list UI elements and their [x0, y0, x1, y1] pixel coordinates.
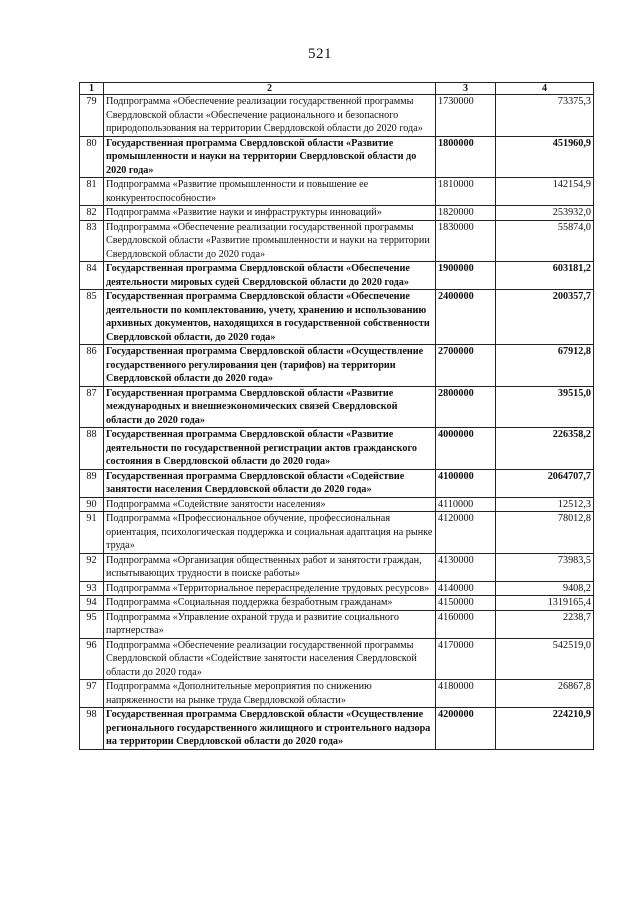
row-amount: 253932,0: [496, 206, 594, 221]
row-number: 83: [80, 220, 104, 262]
budget-table: [79, 82, 594, 750]
row-code: 4000000: [436, 428, 496, 470]
row-amount: 224210,9: [496, 708, 594, 750]
row-code: 4200000: [436, 708, 496, 750]
row-name: Государственная программа Свердловской области «Осуществление государственного регулирования цен (тарифов) на территории Свердловской области до 2020 года»: [104, 345, 436, 387]
table-row: [80, 553, 594, 581]
row-name: Подпрограмма «Социальная поддержка безработным гражданам»: [104, 596, 436, 611]
row-number: 92: [80, 553, 104, 581]
table-row: [80, 610, 594, 638]
header-col-code: 3: [436, 83, 496, 95]
row-amount: 142154,9: [496, 178, 594, 206]
row-number: 94: [80, 596, 104, 611]
row-name: Государственная программа Свердловской области «Осуществление регионального государственного жилищного и строительного надзора на территории Свердловской области до 2020 года»: [104, 708, 436, 750]
table-body: [80, 95, 594, 750]
row-amount: 200357,7: [496, 290, 594, 345]
row-name: Подпрограмма «Обеспечение реализации государственной программы Свердловской области «Развитие промышленности и науки на территории Свердловской области до 2020 года»: [104, 220, 436, 262]
table-row: [80, 95, 594, 137]
row-name: Государственная программа Свердловской области «Развитие промышленности и науки на территории Свердловской области до 2020 года»: [104, 136, 436, 178]
row-name: Государственная программа Свердловской области «Развитие деятельности по государственной регистрации актов гражданского состояния в Свердловской области до 2020 года»: [104, 428, 436, 470]
row-amount: 451960,9: [496, 136, 594, 178]
row-code: 4160000: [436, 610, 496, 638]
row-number: 79: [80, 95, 104, 137]
row-number: 85: [80, 290, 104, 345]
table-row: [80, 596, 594, 611]
row-amount: 12512,3: [496, 497, 594, 512]
row-code: 2400000: [436, 290, 496, 345]
table-row: [80, 469, 594, 497]
row-name: Подпрограмма «Территориальное перераспределение трудовых ресурсов»: [104, 581, 436, 596]
row-amount: 1319165,4: [496, 596, 594, 611]
row-code: 4120000: [436, 512, 496, 554]
row-amount: 26867,8: [496, 680, 594, 708]
table-row: [80, 220, 594, 262]
table-row: [80, 708, 594, 750]
page-number: 521: [308, 46, 332, 62]
row-code: 4150000: [436, 596, 496, 611]
table-row: [80, 512, 594, 554]
table-row: [80, 345, 594, 387]
row-code: 1820000: [436, 206, 496, 221]
table-row: [80, 178, 594, 206]
row-name: Государственная программа Свердловской области «Содействие занятости населения Свердловской области до 2020 года»: [104, 469, 436, 497]
table-row: [80, 497, 594, 512]
row-number: 96: [80, 638, 104, 680]
row-amount: 73983,5: [496, 553, 594, 581]
table-row: [80, 428, 594, 470]
row-name: Государственная программа Свердловской области «Развитие международных и внешнеэкономических связей Свердловской области до 2020 года»: [104, 386, 436, 428]
row-number: 88: [80, 428, 104, 470]
row-code: 1810000: [436, 178, 496, 206]
row-number: 98: [80, 708, 104, 750]
row-amount: 39515,0: [496, 386, 594, 428]
row-amount: 55874,0: [496, 220, 594, 262]
row-name: Государственная программа Свердловской области «Обеспечение деятельности по комплектованию, учету, хранению и использованию архивных документов, находящихся в государственной собственности Свердловской области, до 2020 года»: [104, 290, 436, 345]
table-row: [80, 680, 594, 708]
row-number: 90: [80, 497, 104, 512]
table-header: [80, 83, 594, 95]
table-row: [80, 262, 594, 290]
row-code: 2700000: [436, 345, 496, 387]
row-number: 97: [80, 680, 104, 708]
row-number: 86: [80, 345, 104, 387]
row-name: Подпрограмма «Профессиональное обучение, профессиональная ориентация, психологическая поддержка и социальная адаптация на рынке труда»: [104, 512, 436, 554]
row-code: 4170000: [436, 638, 496, 680]
row-name: Подпрограмма «Обеспечение реализации государственной программы Свердловской области «Обеспечение рационального и безопасного природопользования на территории Свердловской области до 2020 года»: [104, 95, 436, 137]
row-number: 84: [80, 262, 104, 290]
row-name: Подпрограмма «Управление охраной труда и развитие социального партнерства»: [104, 610, 436, 638]
row-amount: 603181,2: [496, 262, 594, 290]
row-amount: 226358,2: [496, 428, 594, 470]
header-col-name: 2: [104, 83, 436, 95]
row-code: 4180000: [436, 680, 496, 708]
row-code: 4110000: [436, 497, 496, 512]
row-number: 87: [80, 386, 104, 428]
table-row: [80, 386, 594, 428]
row-name: Подпрограмма «Развитие науки и инфраструктуры инноваций»: [104, 206, 436, 221]
row-code: 4140000: [436, 581, 496, 596]
row-amount: 542519,0: [496, 638, 594, 680]
row-amount: 2238,7: [496, 610, 594, 638]
header-row: [80, 83, 594, 95]
row-number: 91: [80, 512, 104, 554]
row-amount: 78012,8: [496, 512, 594, 554]
table-row: [80, 638, 594, 680]
table-row: [80, 206, 594, 221]
row-number: 93: [80, 581, 104, 596]
table-row: [80, 290, 594, 345]
row-number: 82: [80, 206, 104, 221]
header-col-amount: 4: [496, 83, 594, 95]
table-row: [80, 136, 594, 178]
row-code: 4130000: [436, 553, 496, 581]
row-number: 80: [80, 136, 104, 178]
row-amount: 67912,8: [496, 345, 594, 387]
row-code: 1730000: [436, 95, 496, 137]
row-amount: 9408,2: [496, 581, 594, 596]
row-number: 89: [80, 469, 104, 497]
table-row: [80, 581, 594, 596]
row-name: Государственная программа Свердловской области «Обеспечение деятельности мировых судей Свердловской области до 2020 года»: [104, 262, 436, 290]
row-name: Подпрограмма «Дополнительные мероприятия по снижению напряженности на рынке труда Свердловской области»: [104, 680, 436, 708]
row-code: 1900000: [436, 262, 496, 290]
row-code: 1800000: [436, 136, 496, 178]
row-name: Подпрограмма «Развитие промышленности и повышение ее конкурентоспособности»: [104, 178, 436, 206]
row-code: 4100000: [436, 469, 496, 497]
header-col-number: 1: [80, 83, 104, 95]
row-name: Подпрограмма «Организация общественных работ и занятости граждан, испытывающих трудности в поиске работы»: [104, 553, 436, 581]
row-amount: 73375,3: [496, 95, 594, 137]
row-number: 95: [80, 610, 104, 638]
row-code: 1830000: [436, 220, 496, 262]
row-name: Подпрограмма «Содействие занятости населения»: [104, 497, 436, 512]
row-name: Подпрограмма «Обеспечение реализации государственной программы Свердловской области «Содействие занятости населения Свердловской области до 2020 года»: [104, 638, 436, 680]
row-number: 81: [80, 178, 104, 206]
row-amount: 2064707,7: [496, 469, 594, 497]
row-code: 2800000: [436, 386, 496, 428]
